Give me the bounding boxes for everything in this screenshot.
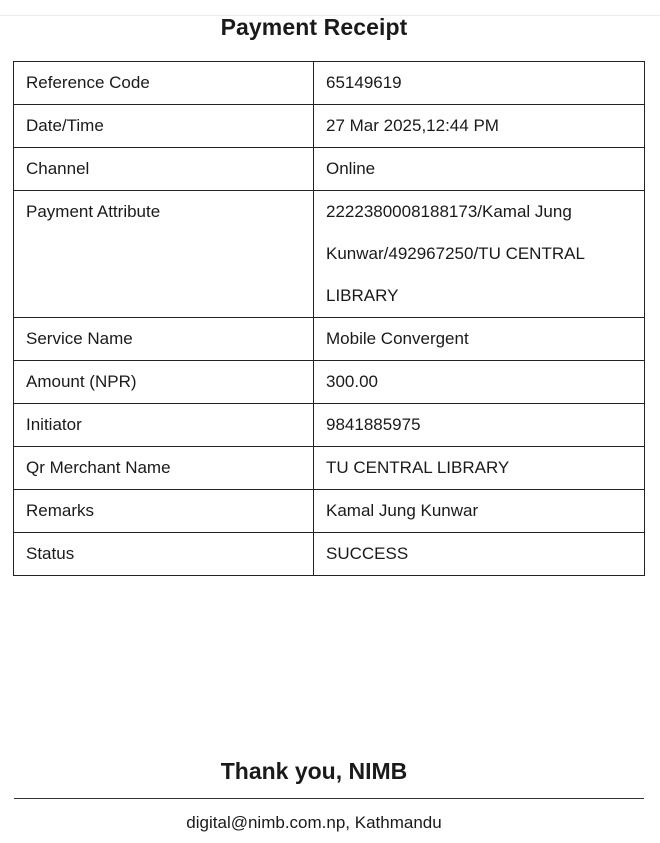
row-label: Remarks [14, 490, 314, 533]
row-value: 27 Mar 2025,12:44 PM [314, 105, 645, 148]
thank-you-message: Thank you, NIMB [220, 758, 408, 784]
row-value: SUCCESS [314, 533, 645, 576]
row-qr-merchant-name [14, 447, 645, 490]
footer-divider [14, 798, 644, 799]
row-value: Mobile Convergent [314, 318, 645, 361]
receipt-title: Payment Receipt [220, 14, 408, 40]
row-label: Qr Merchant Name [14, 447, 314, 490]
row-value: TU CENTRAL LIBRARY [314, 447, 645, 490]
row-label: Status [14, 533, 314, 576]
row-label: Service Name [14, 318, 314, 361]
row-payment-attribute [14, 191, 645, 318]
row-reference-code [14, 62, 645, 105]
row-value: 2222380008188173/Kamal Jung Kunwar/492967250/TU CENTRAL LIBRARY [314, 191, 645, 318]
row-initiator [14, 404, 645, 447]
row-label: Amount (NPR) [14, 361, 314, 404]
row-label: Date/Time [14, 105, 314, 148]
row-label: Channel [14, 148, 314, 191]
row-amount [14, 361, 645, 404]
row-date-time [14, 105, 645, 148]
row-label: Reference Code [14, 62, 314, 105]
row-label: Payment Attribute [14, 191, 314, 318]
row-status [14, 533, 645, 576]
row-channel [14, 148, 645, 191]
row-value: 300.00 [314, 361, 645, 404]
row-remarks [14, 490, 645, 533]
row-value: Online [314, 148, 645, 191]
row-value: 65149619 [314, 62, 645, 105]
footer-contact: digital@nimb.com.np, Kathmandu [186, 813, 442, 832]
receipt-table [13, 61, 645, 576]
row-service-name [14, 318, 645, 361]
row-value: Kamal Jung Kunwar [314, 490, 645, 533]
row-value: 9841885975 [314, 404, 645, 447]
row-label: Initiator [14, 404, 314, 447]
